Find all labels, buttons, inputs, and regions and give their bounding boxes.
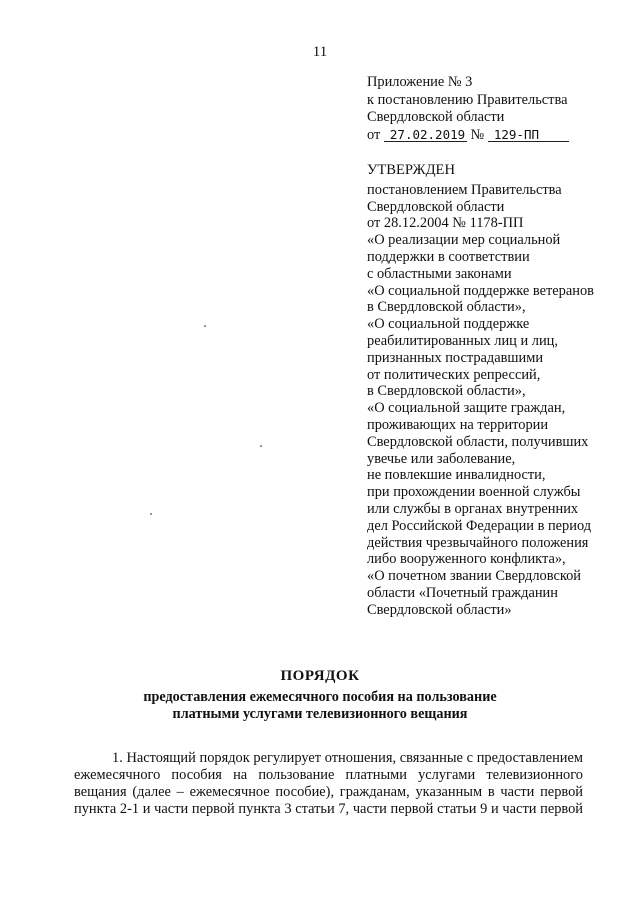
approved-line: Свердловской области xyxy=(367,198,505,215)
appendix-block xyxy=(367,74,569,144)
from-label: от xyxy=(367,126,381,143)
body-line: вещания (далее – ежемесячное пособие), гражданам, указанным в части первой xyxy=(74,784,583,800)
approved-line: «О социальной поддержке xyxy=(367,316,530,333)
approved-line: дел Российской Федерации в период xyxy=(367,517,592,534)
approved-line: от 28.12.2004 № 1178-ПП xyxy=(367,215,524,232)
approved-line: Свердловской области, получивших xyxy=(367,433,589,450)
title-line-1: предоставления ежемесячного пособия на пользование xyxy=(143,689,497,705)
title-heading: ПОРЯДОК xyxy=(280,668,360,684)
page-number: 11 xyxy=(312,44,328,60)
scan-speck xyxy=(260,445,262,447)
title-line-2: платными услугами телевизионного вещания xyxy=(172,706,468,722)
approved-line: «О реализации мер социальной xyxy=(367,232,561,249)
approved-line: реабилитированных лиц и лиц, xyxy=(367,332,558,349)
number-label: № xyxy=(470,126,485,143)
approved-line: «О социальной поддержке ветеранов xyxy=(367,282,594,299)
approved-line: в Свердловской области», xyxy=(367,299,526,316)
approved-heading: УТВЕРЖДЕН xyxy=(367,162,455,178)
approved-line: проживающих на территории xyxy=(367,416,549,433)
approved-line: с областными законами xyxy=(367,265,512,282)
approved-line: не повлекшие инвалидности, xyxy=(367,467,546,484)
approved-line: «О почетном звании Свердловской xyxy=(367,568,581,585)
appendix-line-3: Свердловской области xyxy=(367,109,505,125)
handwritten-date: 27.02.2019 xyxy=(384,128,467,142)
approved-line: или службы в органах внутренних xyxy=(367,500,579,517)
body-line: пункта 2-1 и части первой пункта 3 статьи 7, части первой статьи 9 и части первой xyxy=(74,801,583,817)
scan-speck xyxy=(204,325,206,327)
handwritten-number: 129-ПП xyxy=(488,128,569,142)
approved-block xyxy=(367,162,594,619)
appendix-line-2: к постановлению Правительства xyxy=(367,91,568,108)
approved-line: в Свердловской области», xyxy=(367,383,526,400)
appendix-line-1: Приложение № 3 xyxy=(367,74,473,90)
appendix-date-line xyxy=(367,127,569,145)
approved-line: от политических репрессий, xyxy=(367,366,541,383)
approved-line: увечье или заболевание, xyxy=(367,450,516,467)
scan-speck xyxy=(150,513,152,515)
approved-line: «О социальной защите граждан, xyxy=(367,400,566,417)
body-line: 1. Настоящий порядок регулирует отношения, связанные с предоставлением xyxy=(112,750,583,766)
approved-line: при прохождении военной службы xyxy=(367,484,581,501)
approved-line: постановлением Правительства xyxy=(367,181,562,198)
body-paragraph xyxy=(74,750,583,818)
approved-line: действия чрезвычайного положения xyxy=(367,534,589,551)
body-line: ежемесячного пособия на пользование платными услугами телевизионного xyxy=(74,767,583,783)
approved-line: либо вооруженного конфликта», xyxy=(367,551,566,568)
approved-line: поддержки в соответствии xyxy=(367,248,530,265)
approved-line: Свердловской области» xyxy=(367,601,512,618)
approved-line: признанных пострадавшими xyxy=(367,349,544,366)
approved-line: области «Почетный гражданин xyxy=(367,584,558,601)
document-title xyxy=(0,668,640,723)
